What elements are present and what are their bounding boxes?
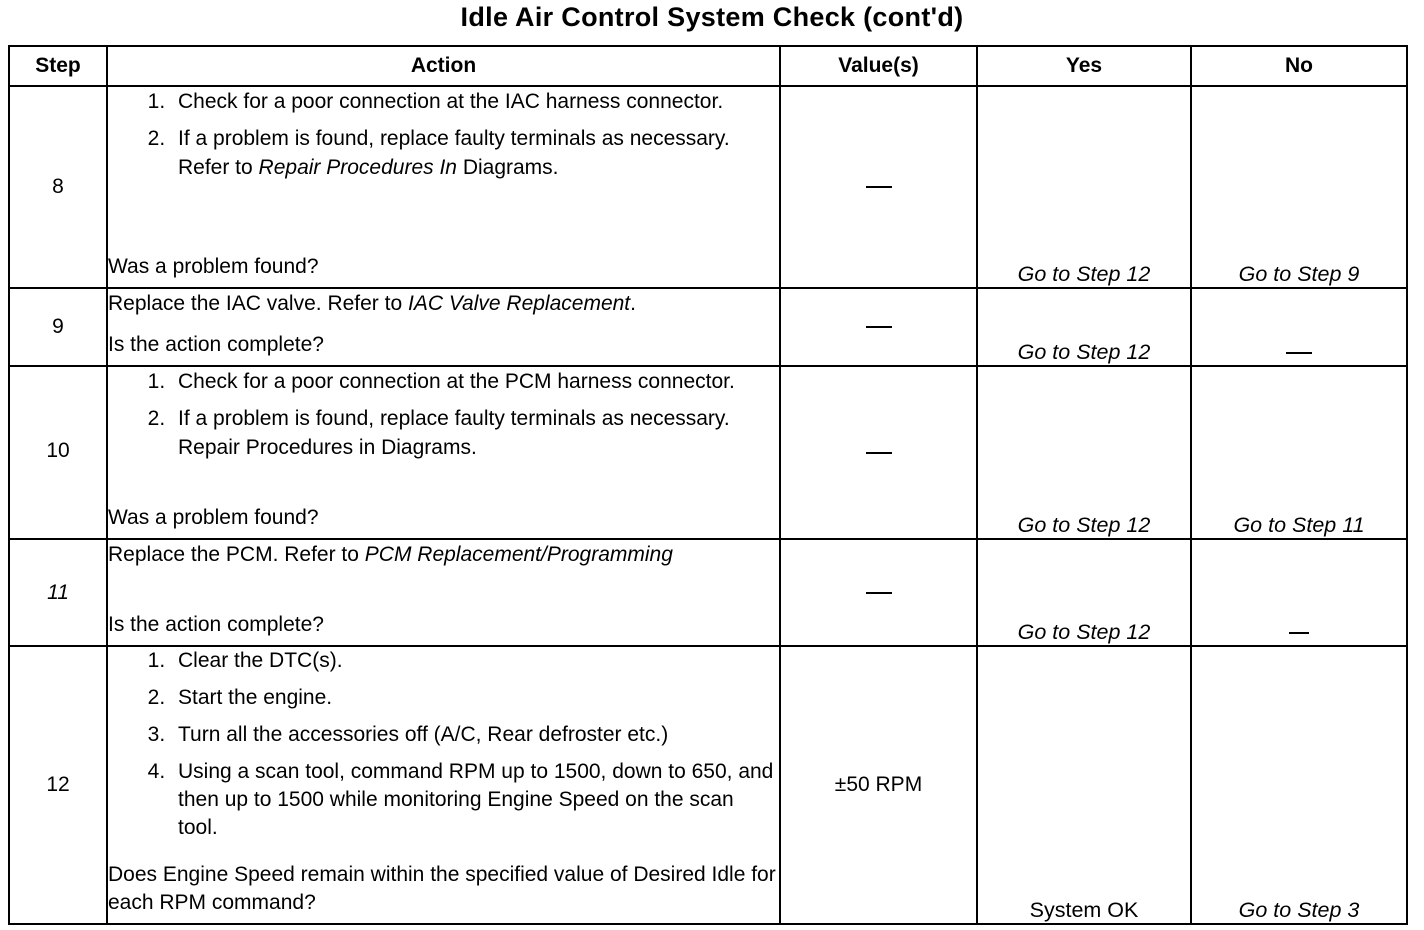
action-cell bbox=[107, 366, 780, 539]
step-number: 8 bbox=[9, 86, 107, 288]
page-title: Idle Air Control System Check (cont'd) bbox=[460, 2, 964, 32]
action-list bbox=[108, 87, 779, 190]
question-text: Does Engine Speed remain within the specified value of Desired Idle for each RPM command? bbox=[108, 863, 776, 914]
action-cell bbox=[107, 288, 780, 366]
item-text: If a problem is found, replace faulty terminals as necessary. Refer to bbox=[178, 127, 730, 179]
value-cell bbox=[780, 539, 977, 646]
step-number: 9 bbox=[9, 288, 107, 366]
em-dash bbox=[1286, 352, 1312, 354]
header-action: Action bbox=[107, 46, 780, 86]
yes-result: Go to Step 12 bbox=[977, 86, 1191, 288]
no-result bbox=[1191, 288, 1407, 366]
em-dash bbox=[866, 592, 892, 594]
action-text bbox=[108, 289, 779, 318]
table-row bbox=[9, 646, 1407, 924]
reference-link-text: IAC Valve Replacement bbox=[407, 292, 631, 315]
table-row bbox=[9, 86, 1407, 288]
em-dash bbox=[866, 326, 892, 328]
table-row bbox=[9, 539, 1407, 646]
header-no: No bbox=[1191, 46, 1407, 86]
list-item: 1. Check for a poor connection at the PCM harness connector. bbox=[171, 367, 779, 396]
list-item: 1. Check for a poor connection at the IAC harness connector. bbox=[171, 87, 779, 116]
table-row bbox=[9, 288, 1407, 366]
reference-link-text: Repair Procedures In bbox=[258, 156, 457, 179]
list-item: 1. Clear the DTC(s). bbox=[171, 647, 779, 675]
em-dash bbox=[866, 452, 892, 454]
yes-result: System OK bbox=[977, 646, 1191, 924]
value-cell: ±50 RPM bbox=[780, 646, 977, 924]
yes-result: Go to Step 12 bbox=[977, 366, 1191, 539]
list-item: 3. Turn all the accessories off (A/C, Rear defroster etc.) bbox=[171, 721, 779, 749]
no-result: Go to Step 11 bbox=[1191, 366, 1407, 539]
step-number: 12 bbox=[9, 646, 107, 924]
question-text: Was a problem found? bbox=[108, 506, 319, 529]
question-text: Is the action complete? bbox=[108, 613, 324, 636]
header-values: Value(s) bbox=[780, 46, 977, 86]
yes-result: Go to Step 12 bbox=[977, 288, 1191, 366]
yes-result: Go to Step 12 bbox=[977, 539, 1191, 646]
item-text: Replace the PCM. Refer to bbox=[108, 543, 365, 566]
value-cell bbox=[780, 288, 977, 366]
list-item: 2. Start the engine. bbox=[171, 684, 779, 712]
header-step: Step bbox=[9, 46, 107, 86]
no-result bbox=[1191, 539, 1407, 646]
item-text: . bbox=[630, 292, 636, 315]
em-dash bbox=[866, 186, 892, 188]
item-text: Diagrams. bbox=[456, 156, 559, 179]
action-list bbox=[108, 647, 779, 848]
step-number: 11 bbox=[9, 539, 107, 646]
diagnostic-table bbox=[8, 45, 1408, 925]
action-cell bbox=[107, 646, 780, 924]
action-text bbox=[108, 540, 779, 569]
no-result: Go to Step 3 bbox=[1191, 646, 1407, 924]
value-cell bbox=[780, 366, 977, 539]
list-item: 2. If a problem is found, replace faulty terminals as necessary. Repair Procedures in Diagrams. bbox=[171, 404, 779, 462]
list-item: 4. Using a scan tool, command RPM up to 1500, down to 650, and then up to 1500 while monitoring Engine Speed on the scan tool. bbox=[171, 758, 779, 842]
question-text: Is the action complete? bbox=[108, 333, 324, 356]
step-number: 10 bbox=[9, 366, 107, 539]
item-text: Replace the IAC valve. Refer to bbox=[108, 292, 408, 315]
em-dash bbox=[1289, 632, 1309, 634]
no-result: Go to Step 9 bbox=[1191, 86, 1407, 288]
header-row bbox=[9, 46, 1407, 86]
action-cell bbox=[107, 539, 780, 646]
list-item bbox=[171, 124, 779, 182]
table-row bbox=[9, 366, 1407, 539]
action-list bbox=[108, 367, 779, 470]
value-cell bbox=[780, 86, 977, 288]
question-text: Was a problem found? bbox=[108, 255, 319, 278]
header-yes: Yes bbox=[977, 46, 1191, 86]
reference-link-text: PCM Replacement/Programming bbox=[364, 543, 673, 566]
action-cell bbox=[107, 86, 780, 288]
